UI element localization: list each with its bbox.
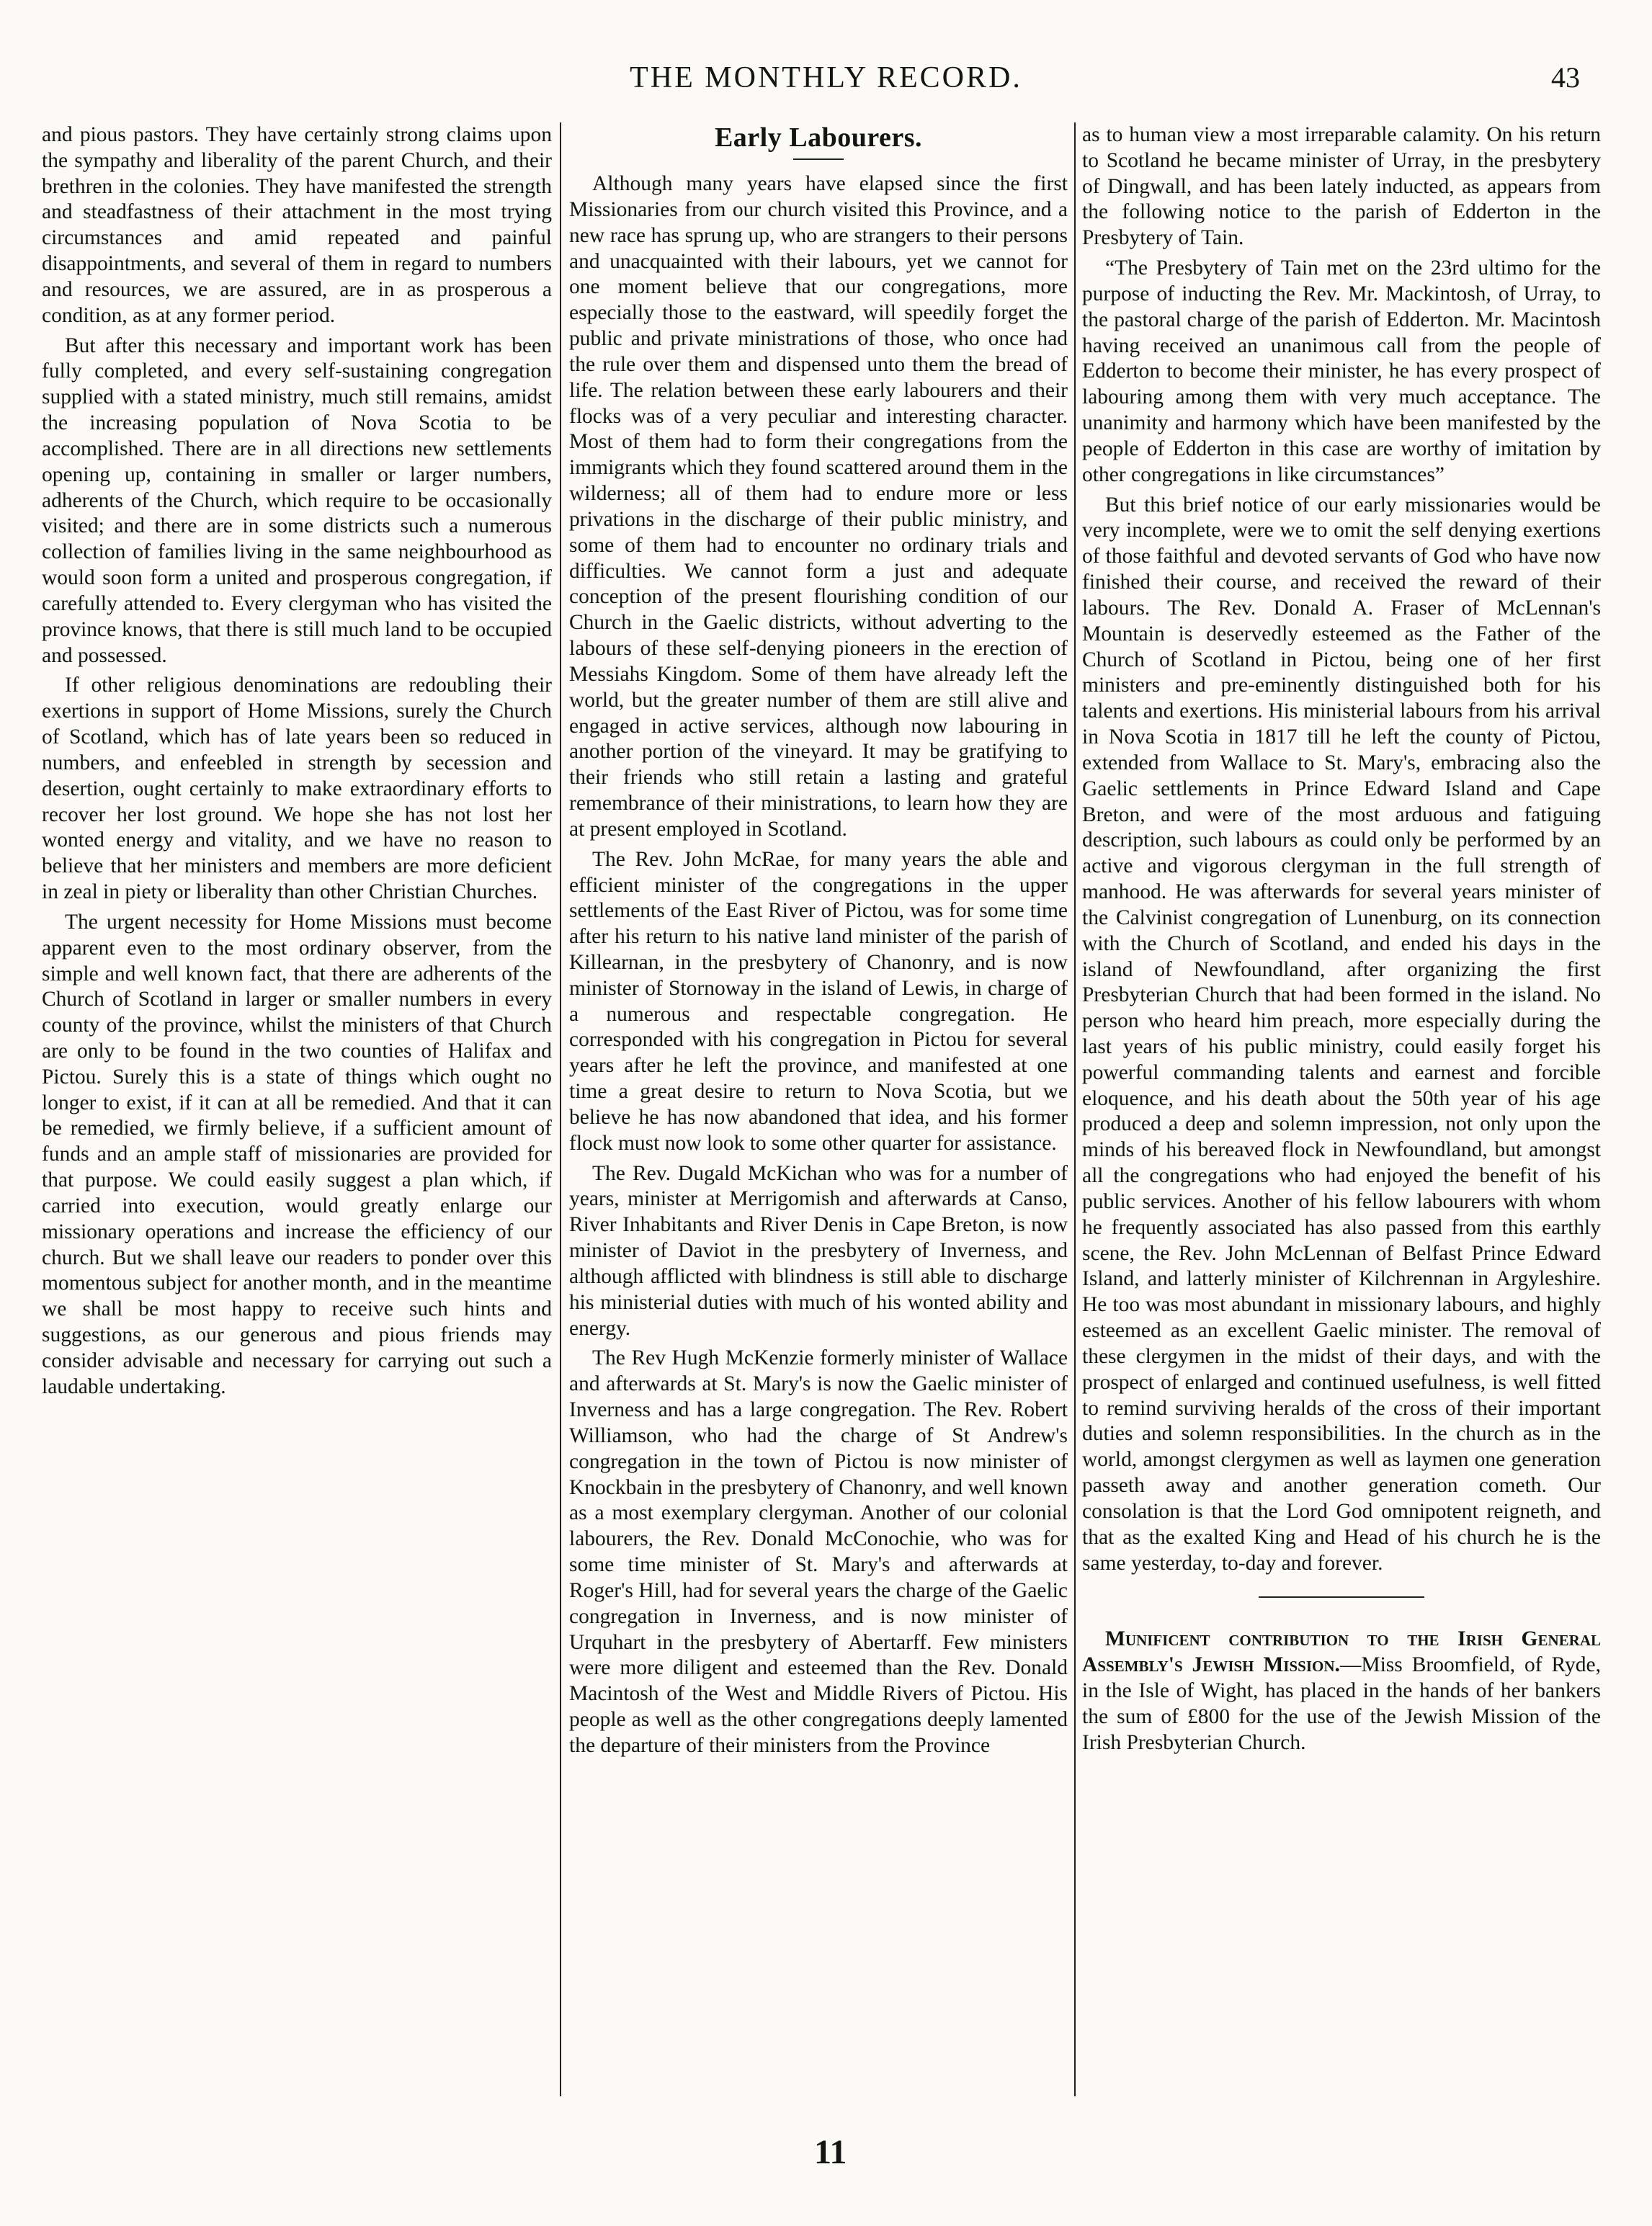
paragraph: and pious pastors. They have certainly strong claims upon the sympathy and liberality of the parent Church, and their brethren in the colonies. They have manifested the strength and steadfastness of their attachment in the most trying circumstances and amid repeated and painful disappointments, and several of them in regard to numbers and resources, we are assured, are in as prosperous a condition, as at any former period. bbox=[42, 123, 552, 327]
section-rule bbox=[1259, 1596, 1424, 1598]
column-three bbox=[1082, 122, 1601, 2104]
notice-body: —Miss Broomfield, of Ryde, in the Isle of Wight, has placed in the hands of her bankers the sum of £800 for the use of the Jewish Mission of the Irish Presbyterian Church. bbox=[1082, 1653, 1601, 1754]
notice-title: Munificent contribution to the Irish General Assembly's Jewish Mission. bbox=[1082, 1627, 1601, 1677]
article-heading: Early Labourers. bbox=[714, 122, 923, 153]
column-one bbox=[42, 122, 552, 2104]
page-number: 43 bbox=[1551, 61, 1580, 94]
page-header bbox=[43, 50, 1609, 108]
paragraph: as to human view a most irreparable calamity. On his return to Scotland he became minister of Urray, in the presbytery of Dingwall, and has been lately inducted, as appears from the following notice to the parish of Edderton in the Presbytery of Tain. bbox=[1082, 123, 1601, 250]
paragraph: The Rev Hugh McKenzie formerly minister of Wallace and afterwards at St. Mary's is now the Gaelic minister of Inverness and has a large congregation. The Rev. Robert Williamson, who had the charge of St Andrew's congregation in the town of Pictou is now minister of Knockbain in the presbytery of Chanonry, and well known as a most exemplary clergyman. Another of our colonial labourers, the Rev. Donald McConochie, who was for some time minister of St. Mary's and afterwards at Roger's Hill, had for several years the charge of the Gaelic congregation in Inverness, and is now minister of Urquhart in the presbytery of Abertarff. Few ministers were more diligent and esteemed than the Rev. Donald Macintosh of the West and Middle Rivers of Pictou. His people as well as the other congregations deeply lamented the departure of their ministers from the Province bbox=[569, 1346, 1068, 1757]
paragraph: But after this necessary and important work has been fully completed, and every self-sustaining congregation supplied with a stated ministry, much still remains, amidst the increasing population of Nova Scotia to be accomplished. There are in all directions new settlements opening up, containing in smaller or larger numbers, adherents of the Church, which require to be occasionally visited; and there are in some districts such a numerous collection of families living in the same neighbourhood as would soon form a united and prosperous congregation, if carefully attended to. Every clergyman who has visited the province knows, that there is still much land to be occupied and possessed. bbox=[42, 334, 552, 667]
paragraph: If other religious denominations are redoubling their exertions in support of Home Missions, surely the Church of Scotland, which has of late years been so reduced in numbers, and enfeebled in strength by secession and desertion, ought certainly to make extraordinary efforts to recover her lost ground. We hope she has not lost her wonted energy and vitality, and we have no reason to believe that her ministers and members are more deficient in zeal in piety or liberality than other Christian Churches. bbox=[42, 674, 552, 904]
paragraph: Although many years have elapsed since the first Missionaries from our church visited this Province, and a new race has sprung up, who are strangers to their persons and unacquainted with their labours, yet we cannot for one moment believe that our congregations, more especially those to the eastward, will speedily forget the public and private ministrations of those, who once had the rule over them and dispensed unto them the bread of life. The relation between these early labourers and their flocks was of a very peculiar and interesting character. Most of them had to form their congregations from the immigrants which they found scattered around them in the wilderness; all of them had to endure more or less privations in the discharge of their public ministry, and some of them had to encounter no ordinary trials and difficulties. We cannot form a just and adequate conception of the present flourishing condition of our Church in the Gaelic districts, without adverting to the labours of these self-denying pioneers in the erection of Messiahs Kingdom. Some of them have already left the world, but the greater number of them are still alive and engaged in active services, although now labouring in another portion of the vineyard. It may be gratifying to their friends who still retain a lasting and grateful remembrance of their ministrations, to learn how they are at present employed in Scotland. bbox=[569, 172, 1068, 841]
quotation-paragraph: “The Presbytery of Tain met on the 23rd ultimo for the purpose of inducting the Rev. Mr. Mackintosh, of Urray, to the pastoral charge of the parish of Edderton. Mr. Macintosh having received an unanimous call from the people of Edderton to become their minister, he has every prospect of labouring among them with very much acceptance. The unanimity and harmony which have been manifested by the people of Edderton in this case are worthy of imitation by other congregations in like circumstances” bbox=[1082, 256, 1601, 486]
signature-mark: 11 bbox=[814, 2133, 847, 2171]
paragraph: The Rev. John McRae, for many years the able and efficient minister of the congregations in the upper settlements of the East River of Pictou, was for some time after his return to his native land minister of the parish of Killearnan, in the presbytery of Chanonry, and is now minister of Stornoway in the island of Lewis, in charge of a numerous and respectable congregation. He corresponded with his congregation in Pictou for several years after he left the province, and manifested at one time a great desire to return to Nova Scotia, but we believe he has now abandoned that idea, and his former flock must now look to some other quarter for assistance. bbox=[569, 847, 1068, 1155]
column-two bbox=[569, 122, 1068, 2104]
running-title: THE MONTHLY RECORD. bbox=[630, 61, 1022, 94]
notice-paragraph bbox=[1082, 1627, 1601, 1756]
paragraph: But this brief notice of our early missionaries would be very incomplete, were we to omit the self denying exertions of those faithful and devoted servants of God who have now finished their course, and received the reward of their labours. The Rev. Donald A. Fraser of McLennan's Mountain is deservedly esteemed as the Father of the Church of Scotland in Pictou, being one of her first ministers and pre-eminently distinguished both for his talents and exertions. His ministerial labours from his arrival in Nova Scotia in 1817 till he left the county of Pictou, extended from Wallace to St. Mary's, embracing also the Gaelic settlements in Prince Edward Island and Cape Breton, and were of the most arduous and fatiguing description, such labours as could only be performed by an active and vigorous clergyman in the full strength of manhood. He was afterwards for several years minister of the Calvinist congregation of Lunenburg, on its connection with the Church of Scotland, and ended his days in the island of Newfoundland, after organizing the first Presbyterian Church that had been formed in the island. No person who heard him preach, more especially during the last years of his public ministry, could easily forget his powerful commanding talents and earnest and forcible eloquence, and his death about the 50th year of his age produced a deep and solemn impression, not only upon the minds of his bereaved flock in Newfoundland, but amongst all the congregations who had enjoyed the benefit of his public services. Another of his fellow labourers with whom he frequently associated has also passed from this earthly scene, the Rev. John McLennan of Belfast Prince Edward Island, and latterly minister of Kilchrennan in Argyleshire. He too was most abundant in missionary labours, and highly esteemed as an excellent Gaelic minister. The removal of these clergymen in the midst of their days, and with the prospect of enlarged and continued usefulness, is well fitted to remind surviving heralds of the cross of their important duties and solemn responsibilities. In the church as in the world, amongst clergymen as well as laymen one generation passeth away and another generation cometh. Our consolation is that the Lord God omnipotent reigneth, and that as the exalted King and Head of his church he is the same yesterday, to-day and forever. bbox=[1082, 493, 1601, 1575]
column-divider bbox=[560, 122, 561, 2096]
column-divider bbox=[1074, 122, 1076, 2096]
paragraph: The urgent necessity for Home Missions must become apparent even to the most ordinary observer, from the simple and well known fact, that there are adherents of the Church of Scotland in larger or smaller numbers in every county of the province, whilst the ministers of that Church are only to be found in the two counties of Halifax and Pictou. Surely this is a state of things which ought no longer to exist, if it can at all be remedied. And that it can be remedied, we firmly believe, if a sufficient amount of funds and an ample staff of missionaries are provided for that purpose. We could easily suggest a plan which, if carried into execution, would greatly enlarge our missionary operations and increase the efficiency of our church. But we shall leave our readers to ponder over this momentous subject for another month, and in the meantime we shall be most happy to receive such hints and suggestions, as our generous and pious friends may consider advisable and necessary for carrying out such a laudable undertaking. bbox=[42, 910, 552, 1398]
heading-rule bbox=[793, 158, 844, 160]
paragraph: The Rev. Dugald McKichan who was for a number of years, minister at Merrigomish and afterwards at Canso, River Inhabitants and River Denis in Cape Breton, is now minister of Daviot in the presbytery of Inverness, and although afflicted with blindness is still able to discharge his ministerial duties with much of his wonted ability and energy. bbox=[569, 1161, 1068, 1340]
